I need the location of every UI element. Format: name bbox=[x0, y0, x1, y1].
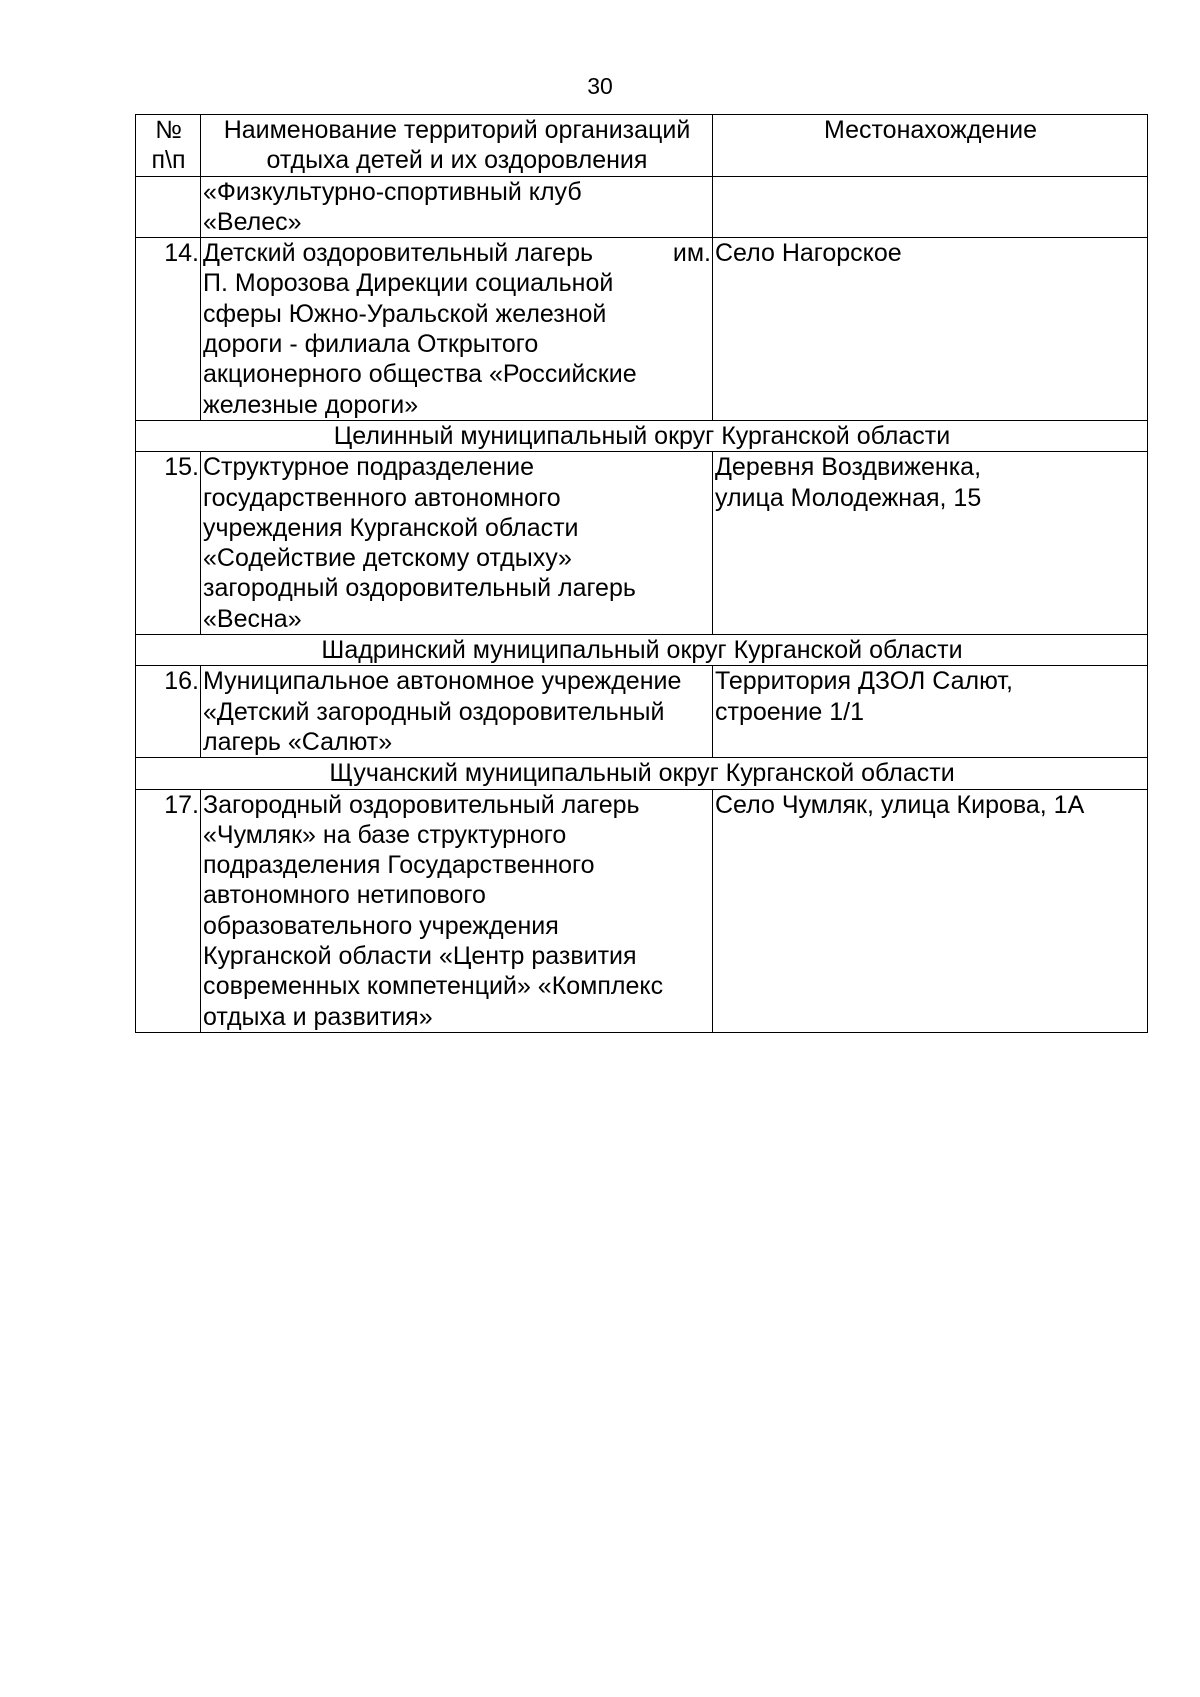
organization-name: «Физкультурно-спортивный клуб «Велес» bbox=[201, 176, 713, 238]
table-row bbox=[136, 789, 1148, 1032]
header-location: Местонахождение bbox=[713, 115, 1148, 177]
location bbox=[713, 176, 1148, 238]
row-number: 15. bbox=[136, 452, 201, 635]
row-number bbox=[136, 176, 201, 238]
row-number: 16. bbox=[136, 666, 201, 758]
table-row bbox=[136, 452, 1148, 635]
table-row bbox=[136, 238, 1148, 421]
region-header: Щучанский муниципальный округ Курганской области bbox=[136, 758, 1148, 789]
organization-name-first-line bbox=[203, 238, 711, 268]
region-header-row bbox=[136, 758, 1148, 789]
organization-name: Загородный оздоровительный лагерь «Чумляк» на базе структурного подразделения Государственного автономного нетипового образовательного учреждения Курганской области «Центр развития современных компетенций» «Комплекс отдыха и развития» bbox=[201, 789, 713, 1032]
location: Территория ДЗОЛ Салют, строение 1/1 bbox=[713, 666, 1148, 758]
organization-name-part: Детский оздоровительный лагерь bbox=[203, 239, 594, 268]
header-number: № п\п bbox=[136, 115, 201, 177]
header-organization-name: Наименование территорий организаций отдыха детей и их оздоровления bbox=[201, 115, 713, 177]
region-header: Целинный муниципальный округ Курганской области bbox=[136, 420, 1148, 451]
region-header-row bbox=[136, 635, 1148, 666]
organization-name-part: им. bbox=[672, 239, 711, 268]
location: Село Нагорское bbox=[713, 238, 1148, 421]
organization-name-rest: П. Морозова Дирекции социальной сферы Южно-Уральской железной дороги - филиала Открытого акционерного общества «Российские железные дороги» bbox=[203, 269, 637, 419]
organization-name bbox=[201, 238, 713, 421]
region-header: Шадринский муниципальный округ Курганской области bbox=[136, 635, 1148, 666]
location: Село Чумляк, улица Кирова, 1А bbox=[713, 789, 1148, 1032]
location: Деревня Воздвиженка, улица Молодежная, 15 bbox=[713, 452, 1148, 635]
row-number: 17. bbox=[136, 789, 201, 1032]
table-header-row bbox=[136, 115, 1148, 177]
row-number: 14. bbox=[136, 238, 201, 421]
table-row bbox=[136, 666, 1148, 758]
region-header-row bbox=[136, 420, 1148, 451]
organization-name: Структурное подразделение государственного автономного учреждения Курганской области «Содействие детскому отдыху» загородный оздоровительный лагерь «Весна» bbox=[201, 452, 713, 635]
page-number: 30 bbox=[587, 73, 613, 99]
organization-name: Муниципальное автономное учреждение «Детский загородный оздоровительный лагерь «Салют» bbox=[201, 666, 713, 758]
organizations-table bbox=[135, 114, 1148, 1033]
table-row bbox=[136, 176, 1148, 238]
